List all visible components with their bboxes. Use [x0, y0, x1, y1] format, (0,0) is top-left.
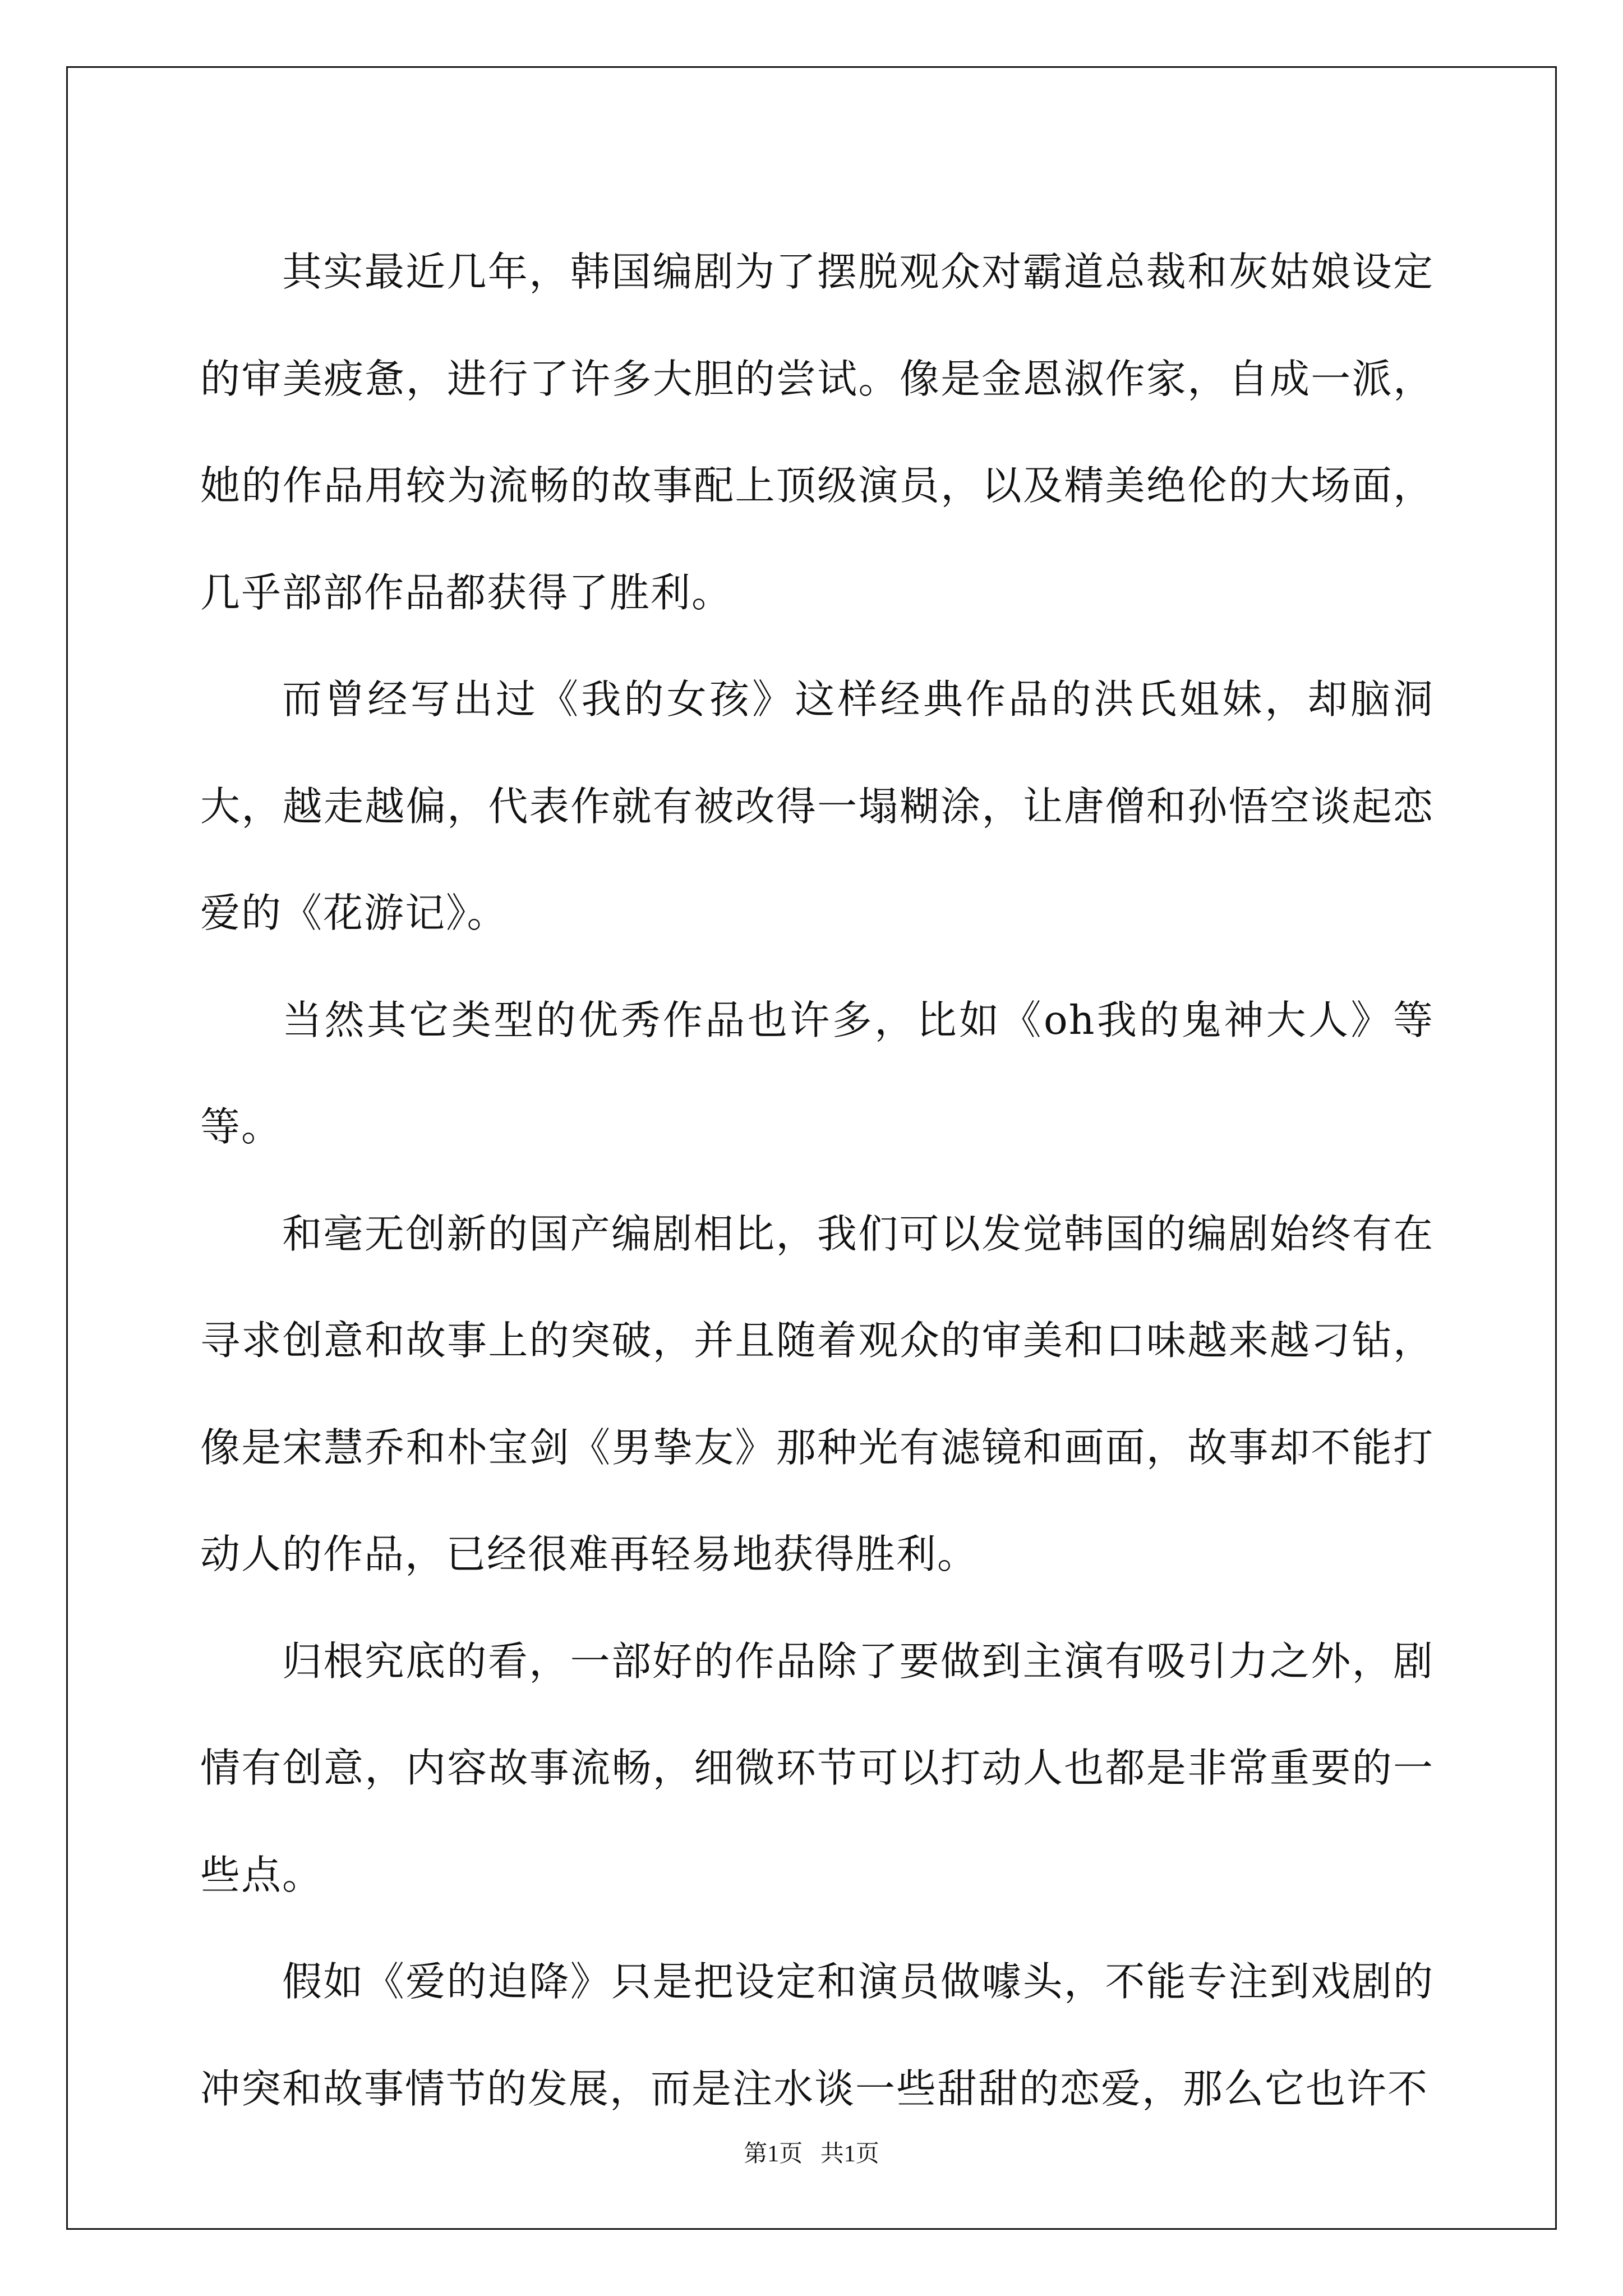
paragraph-1: 其实最近几年，韩国编剧为了摆脱观众对霸道总裁和灰姑娘设定的审美疲惫，进行了许多大胆的尝试。像是金恩淑作家，自成一派，她的作品用较为流畅的故事配上顶级演员，以及精美绝伦的大场面，几乎部部作品都获得了胜利。 — [200, 249, 1434, 616]
page-number: 第1页 — [744, 2141, 803, 2167]
paragraph-6: 假如《爱的迫降》只是把设定和演员做噱头，不能专注到戏剧的冲突和故事情节的发展，而是注水谈一些甜甜的恋爱，那么它也许不 — [200, 1958, 1434, 2112]
paragraph-5: 归根究底的看，一部好的作品除了要做到主演有吸引力之外，剧情有创意，内容故事流畅，细微环节可以打动人也都是非常重要的一些点。 — [200, 1637, 1434, 1898]
page-total: 共1页 — [820, 2141, 879, 2167]
paragraph-2: 而曾经写出过《我的女孩》这样经典作品的洪氏姐妹，却脑洞大，越走越偏，代表作就有被改得一塌糊涂，让唐僧和孙悟空谈起恋爱的《花游记》。 — [200, 676, 1434, 936]
paragraph-4: 和毫无创新的国产编剧相比，我们可以发觉韩国的编剧始终有在寻求创意和故事上的突破，并且随着观众的审美和口味越来越刁钻，像是宋慧乔和朴宝剑《男挚友》那种光有滤镜和画面，故事却不能打动人的作品，已经很难再轻易地获得胜利。 — [200, 1210, 1434, 1577]
paragraph-3: 当然其它类型的优秀作品也许多，比如《oh我的鬼神大人》等等。 — [200, 996, 1434, 1150]
page-footer — [0, 2137, 1623, 2171]
document-body — [200, 219, 1434, 2142]
